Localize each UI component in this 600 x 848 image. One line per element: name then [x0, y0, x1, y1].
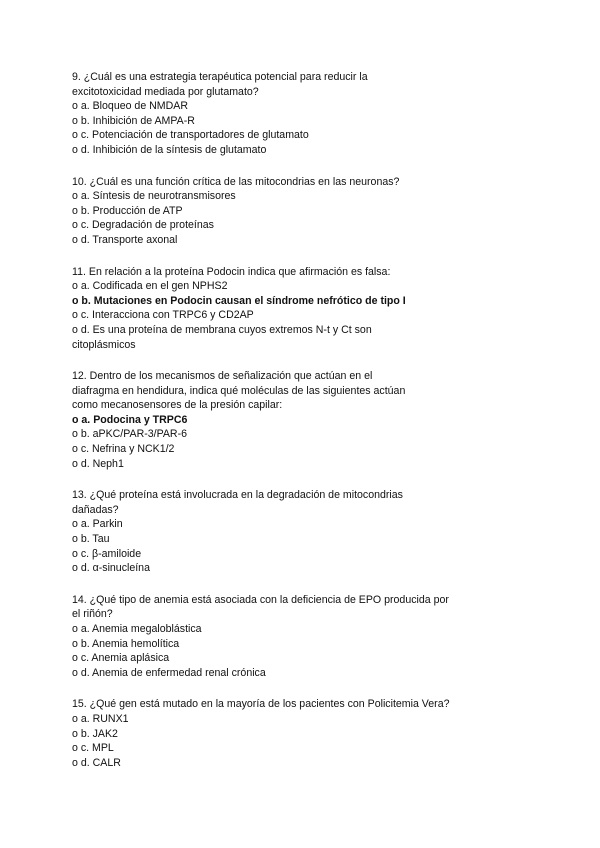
answer-option: o c. Degradación de proteínas: [72, 219, 214, 232]
answer-option: o b. Anemia hemolítica: [72, 637, 180, 650]
answer-option: o a. Síntesis de neurotransmisores: [72, 190, 236, 203]
answer-option: o a. Bloqueo de NMDAR: [72, 100, 189, 113]
question-stem: 11. En relación a la proteína Podocin indica que afirmación es falsa:: [72, 265, 391, 278]
answer-option: o b. Inhibición de AMPA-R: [72, 114, 195, 127]
question-stem: 9. ¿Cuál es una estrategia terapéutica potencial para reducir la: [72, 71, 368, 83]
question-stem: 12. Dentro de los mecanismos de señalización que actúan en el: [72, 370, 373, 383]
answer-option: citoplásmicos: [72, 338, 136, 351]
question-stem: diafragma en hendidura, indica qué moléculas de las siguientes actúan: [72, 384, 406, 397]
answer-option: o b. Producción de ATP: [72, 204, 183, 217]
answer-option: o d. CALR: [72, 756, 121, 769]
answer-option: o d. Anemia de enfermedad renal crónica: [72, 666, 266, 679]
answer-option: o a. Codificada en el gen NPHS2: [72, 280, 228, 293]
question-stem: el riñón?: [72, 608, 113, 621]
question-q13: [72, 488, 532, 576]
answer-option: o c. Nefrina y NCK1/2: [72, 443, 175, 456]
answer-option: o c. MPL: [72, 742, 114, 755]
answer-option: o a. Parkin: [72, 518, 123, 531]
answer-option: o d. Neph1: [72, 457, 124, 470]
answer-option: o d. Inhibición de la síntesis de glutamato: [72, 143, 267, 156]
question-stem: dañadas?: [72, 503, 119, 516]
question-q14: [72, 593, 532, 681]
answer-option: o a. Anemia megaloblástica: [72, 623, 202, 635]
answer-option-highlighted: o b. Mutaciones en Podocin causan el síndrome nefrótico de tipo I: [72, 294, 406, 307]
question-q9: [72, 70, 532, 158]
answer-option: o c. Interacciona con TRPC6 y CD2AP: [72, 309, 254, 322]
answer-option: o d. α-sinucleína: [72, 562, 150, 575]
question-q11: [72, 265, 532, 353]
question-q12: [72, 369, 532, 471]
answer-option: o b. JAK2: [72, 727, 118, 740]
question-stem: 15. ¿Qué gen está mutado en la mayoría de los pacientes con Policitemia Vera?: [72, 698, 450, 711]
answer-option: o a. RUNX1: [72, 712, 129, 725]
answer-option: o b. Tau: [72, 533, 110, 546]
answer-option: o d. Transporte axonal: [72, 233, 178, 246]
answer-option-highlighted: o a. Podocina y TRPC6: [72, 413, 188, 426]
answer-option: o c. Potenciación de transportadores de glutamato: [72, 129, 309, 142]
question-q10: [72, 175, 532, 248]
question-stem: 13. ¿Qué proteína está involucrada en la degradación de mitocondrias: [72, 489, 403, 502]
question-stem: como mecanosensores de la presión capilar:: [72, 399, 283, 412]
document-page: [72, 70, 532, 787]
question-q15: [72, 697, 532, 770]
answer-option: o d. Es una proteína de membrana cuyos extremos N-t y Ct son: [72, 323, 372, 336]
question-stem: 14. ¿Qué tipo de anemia está asociada con la deficiencia de EPO producida por: [72, 593, 449, 606]
answer-option: o c. β-amiloide: [72, 547, 142, 560]
answer-option: o c. Anemia aplásica: [72, 652, 170, 665]
question-stem: excitotoxicidad mediada por glutamato?: [72, 85, 259, 98]
answer-option: o b. aPKC/PAR-3/PAR-6: [72, 428, 188, 441]
question-stem: 10. ¿Cuál es una función crítica de las mitocondrias en las neuronas?: [72, 175, 400, 188]
